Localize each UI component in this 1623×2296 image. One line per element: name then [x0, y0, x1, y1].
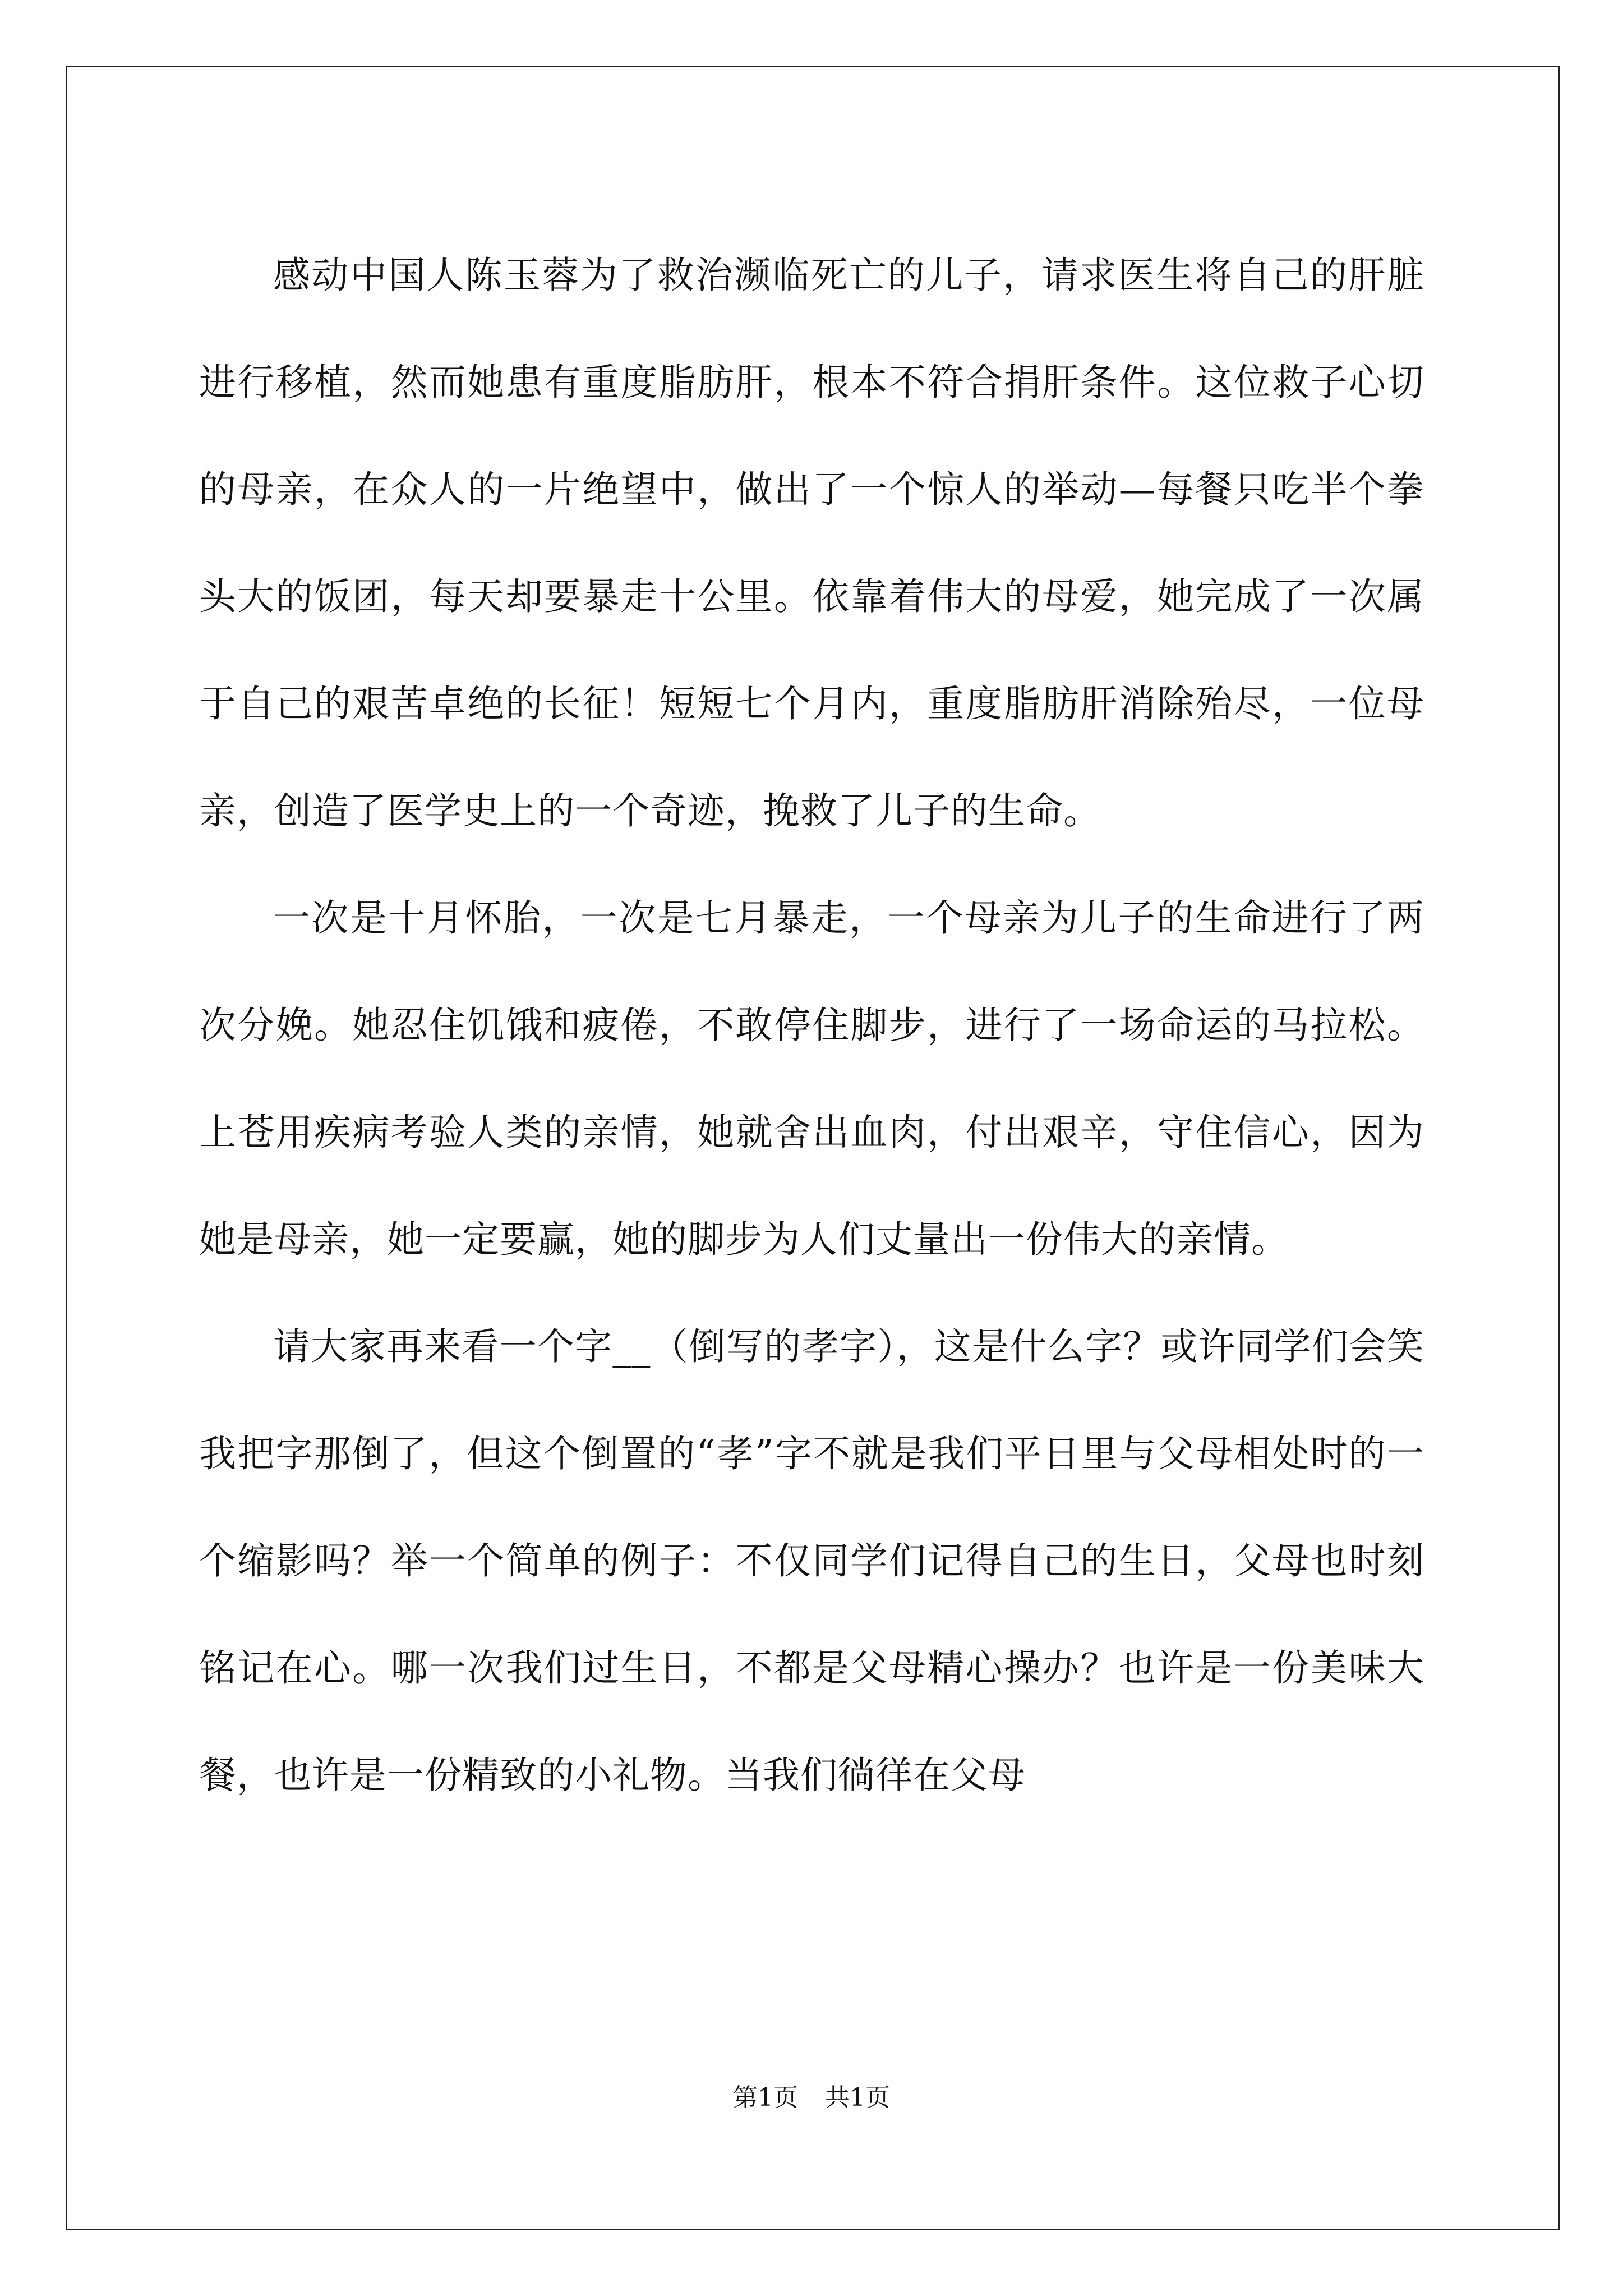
document-body — [199, 222, 1424, 1829]
page-number: 第1页 — [733, 2083, 798, 2112]
paragraph-2: 一次是十月怀胎，一次是七月暴走，一个母亲为儿子的生命进行了两次分娩。她忍住饥饿和疲倦，不敢停住脚步，进行了一场命运的马拉松。上苍用疾病考验人类的亲情，她就舍出血肉，付出艰辛，守住信心，因为她是母亲，她一定要赢，她的脚步为人们丈量出一份伟大的亲情。 — [199, 896, 1424, 1261]
paragraph-3: 请大家再来看一个字__（倒写的孝字），这是什么字？或许同学们会笑我把字那倒了，但这个倒置的“孝”字不就是我们平日里与父母相处时的一个缩影吗？举一个简单的例子：不仅同学们记得自己的生日，父母也时刻铭记在心。哪一次我们过生日，不都是父母精心操办？也许是一份美味大餐，也许是一份精致的小礼物。当我们徜徉在父母 — [199, 1325, 1424, 1797]
page-footer — [0, 2081, 1623, 2115]
page-total: 共1页 — [825, 2083, 890, 2112]
paragraph-1: 感动中国人陈玉蓉为了救治濒临死亡的儿子，请求医生将自己的肝脏进行移植，然而她患有重度脂肪肝，根本不符合捐肝条件。这位救子心切的母亲，在众人的一片绝望中，做出了一个惊人的举动—每餐只吃半个拳头大的饭团，每天却要暴走十公里。依靠着伟大的母爱，她完成了一次属于自己的艰苦卓绝的长征！短短七个月内，重度脂肪肝消除殆尽，一位母亲，创造了医学史上的一个奇迹，挽救了儿子的生命。 — [199, 254, 1424, 832]
